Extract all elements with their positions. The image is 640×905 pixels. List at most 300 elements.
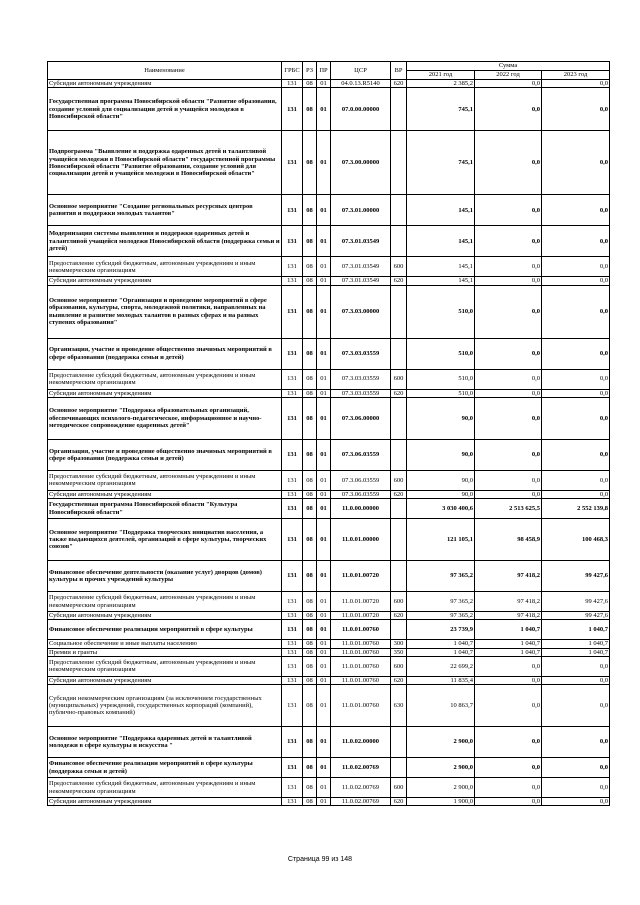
row-vr — [391, 131, 407, 195]
header-pr: ПР — [317, 62, 331, 80]
row-pr: 01 — [317, 195, 331, 226]
row-name: Предоставление субсидий бюджетным, автономным учреждениям и иным некоммерческим организациям — [48, 470, 282, 490]
row-pr: 01 — [317, 758, 331, 778]
row-name: Премии и гранты — [48, 648, 282, 656]
row-sum-2021: 510,0 — [407, 389, 475, 397]
row-grbs: 131 — [282, 656, 303, 676]
row-sum-2023: 0,0 — [542, 226, 610, 257]
row-sum-2021: 745,1 — [407, 88, 475, 131]
table-row — [48, 640, 610, 648]
row-pr: 01 — [317, 519, 331, 561]
row-sum-2022: 0,0 — [475, 798, 542, 806]
table-row — [48, 490, 610, 498]
row-pr: 01 — [317, 561, 331, 592]
row-sum-2021: 121 105,1 — [407, 519, 475, 561]
row-rz: 08 — [303, 470, 317, 490]
row-csr: 07.3.03.03559 — [331, 389, 391, 397]
header-2021: 2021 год — [407, 71, 475, 80]
table-row — [48, 612, 610, 620]
row-sum-2021: 90,0 — [407, 439, 475, 470]
row-rz: 08 — [303, 195, 317, 226]
row-vr: 630 — [391, 685, 407, 727]
row-sum-2021: 3 030 400,6 — [407, 499, 475, 519]
row-sum-2021: 90,0 — [407, 490, 475, 498]
row-name: Субсидии автономным учреждениям — [48, 798, 282, 806]
row-pr: 01 — [317, 397, 331, 439]
row-vr: 620 — [391, 798, 407, 806]
row-sum-2021: 11 835,4 — [407, 676, 475, 684]
row-pr: 01 — [317, 88, 331, 131]
row-grbs: 131 — [282, 257, 303, 277]
header-2022: 2022 год — [475, 71, 542, 80]
header-vr: ВР — [391, 62, 407, 80]
row-rz: 08 — [303, 226, 317, 257]
row-csr: 11.0.00.00000 — [331, 499, 391, 519]
row-csr: 11.0.01.00720 — [331, 612, 391, 620]
row-sum-2022: 0,0 — [475, 389, 542, 397]
row-name: Предоставление субсидий бюджетным, автономным учреждениям и иным некоммерческим организациям — [48, 257, 282, 277]
row-name: Основное мероприятие "Поддержка творческих инициатив населения, а также выдающихся деятелей, организаций в сфере культуры, творческих союзов" — [48, 519, 282, 561]
row-sum-2022: 0,0 — [475, 195, 542, 226]
row-csr: 11.0.01.00760 — [331, 656, 391, 676]
row-grbs: 131 — [282, 338, 303, 369]
row-sum-2023: 99 427,6 — [542, 561, 610, 592]
row-csr: 11.0.01.00760 — [331, 648, 391, 656]
row-grbs: 131 — [282, 648, 303, 656]
row-sum-2022: 0,0 — [475, 257, 542, 277]
row-grbs: 131 — [282, 592, 303, 612]
row-sum-2022: 97 418,2 — [475, 612, 542, 620]
row-grbs: 131 — [282, 778, 303, 798]
row-sum-2023: 0,0 — [542, 676, 610, 684]
row-sum-2023: 0,0 — [542, 397, 610, 439]
row-sum-2022: 97 418,2 — [475, 561, 542, 592]
row-grbs: 131 — [282, 758, 303, 778]
row-csr: 11.0.02.00769 — [331, 758, 391, 778]
table-row — [48, 519, 610, 561]
row-name: Субсидии автономным учреждениям — [48, 389, 282, 397]
row-csr: 07.3.03.03559 — [331, 338, 391, 369]
row-name: Организация, участие и проведение общественно значимых мероприятий в сфере образования (поддержка семьи и детей) — [48, 338, 282, 369]
row-name: Субсидии автономным учреждениям — [48, 277, 282, 285]
row-rz: 08 — [303, 285, 317, 338]
row-sum-2021: 510,0 — [407, 285, 475, 338]
row-sum-2021: 145,1 — [407, 277, 475, 285]
header-name: Наименование — [48, 62, 282, 80]
row-vr: 600 — [391, 656, 407, 676]
row-vr — [391, 195, 407, 226]
row-sum-2021: 2 385,2 — [407, 80, 475, 88]
row-sum-2022: 0,0 — [475, 656, 542, 676]
row-name: Субсидии автономным учреждениям — [48, 612, 282, 620]
row-rz: 08 — [303, 758, 317, 778]
row-csr: 07.0.00.00000 — [331, 88, 391, 131]
row-rz: 08 — [303, 685, 317, 727]
row-name: Основное мероприятие "Организация и проведение мероприятий в сфере образования, культуры, спорта, молодежной политики, направленных на выявление и развитие молодых талантов в разных сферах и на разных ступенях образования" — [48, 285, 282, 338]
row-pr: 01 — [317, 592, 331, 612]
row-sum-2023: 2 552 139,8 — [542, 499, 610, 519]
table-row — [48, 226, 610, 257]
row-name: Предоставление субсидий бюджетным, автономным учреждениям и иным некоммерческим организациям — [48, 592, 282, 612]
table-row — [48, 656, 610, 676]
row-vr: 620 — [391, 490, 407, 498]
row-pr: 01 — [317, 612, 331, 620]
row-rz: 08 — [303, 338, 317, 369]
table-row — [48, 257, 610, 277]
row-pr: 01 — [317, 80, 331, 88]
row-rz: 08 — [303, 257, 317, 277]
table-row — [48, 561, 610, 592]
row-pr: 01 — [317, 685, 331, 727]
row-sum-2021: 97 365,2 — [407, 561, 475, 592]
row-name: Социальное обеспечение и иные выплаты населению — [48, 640, 282, 648]
row-csr: 07.3.06.00000 — [331, 397, 391, 439]
row-pr: 01 — [317, 798, 331, 806]
header-rz: РЗ — [303, 62, 317, 80]
row-rz: 08 — [303, 561, 317, 592]
row-sum-2021: 90,0 — [407, 470, 475, 490]
row-pr: 01 — [317, 389, 331, 397]
table-row — [48, 277, 610, 285]
row-vr: 620 — [391, 80, 407, 88]
row-rz: 08 — [303, 499, 317, 519]
row-name: Основное мероприятие "Создание региональных ресурсных центров развития и поддержки молодых талантов" — [48, 195, 282, 226]
header-csr: ЦСР — [331, 62, 391, 80]
row-pr: 01 — [317, 277, 331, 285]
row-sum-2022: 0,0 — [475, 369, 542, 389]
row-sum-2023: 0,0 — [542, 369, 610, 389]
row-sum-2021: 510,0 — [407, 369, 475, 389]
row-csr: 11.0.01.00760 — [331, 620, 391, 640]
row-sum-2021: 22 699,2 — [407, 656, 475, 676]
row-rz: 08 — [303, 80, 317, 88]
table-row — [48, 499, 610, 519]
row-rz: 08 — [303, 439, 317, 470]
row-vr: 620 — [391, 389, 407, 397]
row-name: Государственная программа Новосибирской области "Развитие образования, создание условий для социализации детей и учащейся молодежи в Новосибирской области" — [48, 88, 282, 131]
row-rz: 08 — [303, 727, 317, 758]
row-sum-2023: 0,0 — [542, 656, 610, 676]
table-row — [48, 758, 610, 778]
row-grbs: 131 — [282, 439, 303, 470]
table-row — [48, 195, 610, 226]
row-sum-2023: 1 040,7 — [542, 648, 610, 656]
row-pr: 01 — [317, 257, 331, 277]
row-rz: 08 — [303, 592, 317, 612]
row-sum-2023: 0,0 — [542, 338, 610, 369]
row-grbs: 131 — [282, 397, 303, 439]
row-grbs: 131 — [282, 798, 303, 806]
row-sum-2022: 97 418,2 — [475, 592, 542, 612]
row-sum-2021: 1 900,0 — [407, 798, 475, 806]
table-header — [48, 62, 610, 80]
row-sum-2022: 0,0 — [475, 338, 542, 369]
row-sum-2023: 0,0 — [542, 439, 610, 470]
row-sum-2023: 99 427,6 — [542, 612, 610, 620]
row-pr: 01 — [317, 131, 331, 195]
row-vr — [391, 226, 407, 257]
row-sum-2021: 2 900,0 — [407, 778, 475, 798]
table-row — [48, 439, 610, 470]
row-sum-2023: 99 427,6 — [542, 592, 610, 612]
header-2023: 2023 год — [542, 71, 610, 80]
row-sum-2023: 0,0 — [542, 389, 610, 397]
row-pr: 01 — [317, 470, 331, 490]
table-row — [48, 88, 610, 131]
row-vr: 600 — [391, 470, 407, 490]
row-sum-2023: 1 040,7 — [542, 640, 610, 648]
row-sum-2021: 145,1 — [407, 226, 475, 257]
row-pr: 01 — [317, 656, 331, 676]
row-name: Субсидии автономным учреждениям — [48, 80, 282, 88]
table-row — [48, 470, 610, 490]
row-name: Государственная программа Новосибирской области "Культура Новосибирской области" — [48, 499, 282, 519]
row-pr: 01 — [317, 439, 331, 470]
row-rz: 08 — [303, 798, 317, 806]
table-row — [48, 397, 610, 439]
row-csr: 07.3.06.03559 — [331, 439, 391, 470]
row-vr: 600 — [391, 592, 407, 612]
row-vr — [391, 620, 407, 640]
row-vr: 620 — [391, 612, 407, 620]
row-vr — [391, 397, 407, 439]
row-pr: 01 — [317, 490, 331, 498]
row-grbs: 131 — [282, 490, 303, 498]
row-sum-2021: 1 040,7 — [407, 648, 475, 656]
row-csr: 07.3.01.03549 — [331, 277, 391, 285]
row-vr — [391, 88, 407, 131]
row-vr: 600 — [391, 257, 407, 277]
row-name: Подпрограмма "Выявление и поддержка одаренных детей и талантливой учащейся молодежи в Новосибирской области" государственной программы Новосибирской области "Развитие образования, создание условий для социализации детей и учащейся молодежи в Новосибирской области" — [48, 131, 282, 195]
row-grbs: 131 — [282, 195, 303, 226]
row-rz: 08 — [303, 389, 317, 397]
table-row — [48, 338, 610, 369]
row-sum-2023: 0,0 — [542, 798, 610, 806]
row-vr — [391, 561, 407, 592]
row-csr: 11.0.01.00760 — [331, 640, 391, 648]
row-csr: 11.0.01.00720 — [331, 592, 391, 612]
row-sum-2023: 0,0 — [542, 758, 610, 778]
row-grbs: 131 — [282, 131, 303, 195]
row-rz: 08 — [303, 490, 317, 498]
row-sum-2023: 0,0 — [542, 778, 610, 798]
budget-table — [47, 61, 610, 806]
row-grbs: 131 — [282, 369, 303, 389]
row-sum-2022: 0,0 — [475, 88, 542, 131]
row-sum-2022: 0,0 — [475, 676, 542, 684]
row-name: Финансовое обеспечение реализации мероприятий в сфере культуры (поддержка семьи и детей) — [48, 758, 282, 778]
row-sum-2022: 0,0 — [475, 778, 542, 798]
row-vr — [391, 439, 407, 470]
row-pr: 01 — [317, 338, 331, 369]
row-vr: 600 — [391, 778, 407, 798]
row-csr: 07.3.01.00000 — [331, 195, 391, 226]
row-sum-2022: 0,0 — [475, 727, 542, 758]
row-sum-2023: 0,0 — [542, 727, 610, 758]
row-pr: 01 — [317, 620, 331, 640]
row-name: Предоставление субсидий бюджетным, автономным учреждениям и иным некоммерческим организациям — [48, 656, 282, 676]
row-grbs: 131 — [282, 277, 303, 285]
row-sum-2023: 0,0 — [542, 285, 610, 338]
row-csr: 11.0.02.00769 — [331, 778, 391, 798]
table-row — [48, 685, 610, 727]
row-sum-2023: 0,0 — [542, 88, 610, 131]
row-grbs: 131 — [282, 389, 303, 397]
row-sum-2022: 98 458,9 — [475, 519, 542, 561]
row-vr: 620 — [391, 277, 407, 285]
table-row — [48, 389, 610, 397]
table-row — [48, 592, 610, 612]
row-pr: 01 — [317, 727, 331, 758]
row-grbs: 131 — [282, 88, 303, 131]
row-sum-2023: 0,0 — [542, 490, 610, 498]
row-name: Организация, участие и проведение общественно значимых мероприятий в сфере образования (поддержка семьи и детей) — [48, 439, 282, 470]
row-sum-2022: 0,0 — [475, 470, 542, 490]
header-grbs: ГРБС — [282, 62, 303, 80]
row-csr: 11.0.01.00720 — [331, 561, 391, 592]
row-sum-2021: 510,0 — [407, 338, 475, 369]
row-vr: 620 — [391, 676, 407, 684]
row-pr: 01 — [317, 369, 331, 389]
row-name: Финансовое обеспечение деятельности (оказание услуг) дворцов (домов) культуры и прочих учреждений культуры — [48, 561, 282, 592]
row-name: Финансовое обеспечение реализации мероприятий в сфере культуры — [48, 620, 282, 640]
row-grbs: 131 — [282, 620, 303, 640]
table-row — [48, 369, 610, 389]
row-pr: 01 — [317, 648, 331, 656]
row-csr: 04.0.13.R5140 — [331, 80, 391, 88]
row-csr: 11.0.01.00760 — [331, 676, 391, 684]
row-vr — [391, 727, 407, 758]
row-sum-2022: 0,0 — [475, 285, 542, 338]
row-grbs: 131 — [282, 727, 303, 758]
row-rz: 08 — [303, 612, 317, 620]
row-csr: 11.0.02.00769 — [331, 798, 391, 806]
table-row — [48, 285, 610, 338]
row-sum-2022: 1 040,7 — [475, 648, 542, 656]
row-name: Субсидии автономным учреждениям — [48, 676, 282, 684]
row-pr: 01 — [317, 640, 331, 648]
row-grbs: 131 — [282, 499, 303, 519]
table-row — [48, 131, 610, 195]
row-pr: 01 — [317, 285, 331, 338]
header-sum: Сумма — [407, 62, 610, 71]
row-sum-2022: 0,0 — [475, 226, 542, 257]
row-sum-2022: 0,0 — [475, 758, 542, 778]
row-name: Модернизация системы выявления и поддержки одаренных детей и талантливой учащейся молодежи Новосибирской области (поддержка семьи и детей) — [48, 226, 282, 257]
row-rz: 08 — [303, 277, 317, 285]
row-rz: 08 — [303, 369, 317, 389]
row-grbs: 131 — [282, 612, 303, 620]
table-row — [48, 798, 610, 806]
row-rz: 08 — [303, 648, 317, 656]
row-sum-2023: 0,0 — [542, 685, 610, 727]
row-csr: 11.0.02.00000 — [331, 727, 391, 758]
row-sum-2021: 10 863,7 — [407, 685, 475, 727]
row-name: Субсидии некоммерческим организациям (за исключением государственных (муниципальных) учреждений, государственных корпораций (компаний), публично-правовых компаний) — [48, 685, 282, 727]
row-grbs: 131 — [282, 561, 303, 592]
row-rz: 08 — [303, 656, 317, 676]
row-grbs: 131 — [282, 519, 303, 561]
row-name: Субсидии автономным учреждениям — [48, 490, 282, 498]
row-sum-2022: 0,0 — [475, 131, 542, 195]
row-sum-2022: 1 040,7 — [475, 620, 542, 640]
row-vr — [391, 338, 407, 369]
row-sum-2021: 145,1 — [407, 257, 475, 277]
table-row — [48, 620, 610, 640]
table-row — [48, 676, 610, 684]
row-vr — [391, 758, 407, 778]
row-sum-2021: 745,1 — [407, 131, 475, 195]
row-grbs: 131 — [282, 685, 303, 727]
row-pr: 01 — [317, 778, 331, 798]
row-rz: 08 — [303, 620, 317, 640]
row-rz: 08 — [303, 131, 317, 195]
row-csr: 07.3.03.00000 — [331, 285, 391, 338]
row-rz: 08 — [303, 397, 317, 439]
row-sum-2021: 1 040,7 — [407, 640, 475, 648]
row-vr: 300 — [391, 640, 407, 648]
row-grbs: 131 — [282, 470, 303, 490]
row-sum-2023: 0,0 — [542, 195, 610, 226]
row-sum-2022: 0,0 — [475, 439, 542, 470]
row-sum-2022: 0,0 — [475, 490, 542, 498]
row-sum-2023: 0,0 — [542, 470, 610, 490]
row-sum-2023: 0,0 — [542, 80, 610, 88]
row-sum-2021: 97 365,2 — [407, 592, 475, 612]
row-sum-2022: 1 040,7 — [475, 640, 542, 648]
row-sum-2021: 145,1 — [407, 195, 475, 226]
row-sum-2023: 1 040,7 — [542, 620, 610, 640]
row-csr: 07.3.01.03549 — [331, 226, 391, 257]
row-pr: 01 — [317, 499, 331, 519]
row-sum-2021: 90,0 — [407, 397, 475, 439]
row-csr: 07.3.03.03559 — [331, 369, 391, 389]
row-pr: 01 — [317, 226, 331, 257]
page-number: Страница 99 из 148 — [287, 856, 353, 863]
row-sum-2022: 0,0 — [475, 80, 542, 88]
row-rz: 08 — [303, 88, 317, 131]
row-grbs: 131 — [282, 80, 303, 88]
row-csr: 07.3.01.03549 — [331, 257, 391, 277]
row-grbs: 131 — [282, 676, 303, 684]
row-name: Предоставление субсидий бюджетным, автономным учреждениям и иным некоммерческим организациям — [48, 778, 282, 798]
row-sum-2023: 0,0 — [542, 257, 610, 277]
row-name: Предоставление субсидий бюджетным, автономным учреждениям и иным некоммерческим организациям — [48, 369, 282, 389]
row-grbs: 131 — [282, 285, 303, 338]
row-name: Основное мероприятие "Поддержка одаренных детей и талантливой молодежи в сфере культуры и искусства " — [48, 727, 282, 758]
row-rz: 08 — [303, 640, 317, 648]
row-vr: 350 — [391, 648, 407, 656]
row-sum-2022: 2 513 625,5 — [475, 499, 542, 519]
row-pr: 01 — [317, 676, 331, 684]
row-name: Основное мероприятие "Поддержка образовательных организаций, обеспечивающих психолого-педагогическое, информационное и научно-методическое сопровождение одаренных детей" — [48, 397, 282, 439]
row-sum-2021: 2 900,0 — [407, 758, 475, 778]
table-row — [48, 80, 610, 88]
row-sum-2022: 0,0 — [475, 685, 542, 727]
row-grbs: 131 — [282, 226, 303, 257]
row-csr: 07.3.00.00000 — [331, 131, 391, 195]
table-body — [48, 80, 610, 806]
row-sum-2021: 2 900,0 — [407, 727, 475, 758]
row-sum-2023: 100 468,3 — [542, 519, 610, 561]
row-sum-2022: 0,0 — [475, 277, 542, 285]
table-row — [48, 727, 610, 758]
row-vr: 600 — [391, 369, 407, 389]
row-rz: 08 — [303, 676, 317, 684]
row-sum-2023: 0,0 — [542, 277, 610, 285]
row-sum-2021: 23 739,9 — [407, 620, 475, 640]
row-csr: 11.0.01.00000 — [331, 519, 391, 561]
